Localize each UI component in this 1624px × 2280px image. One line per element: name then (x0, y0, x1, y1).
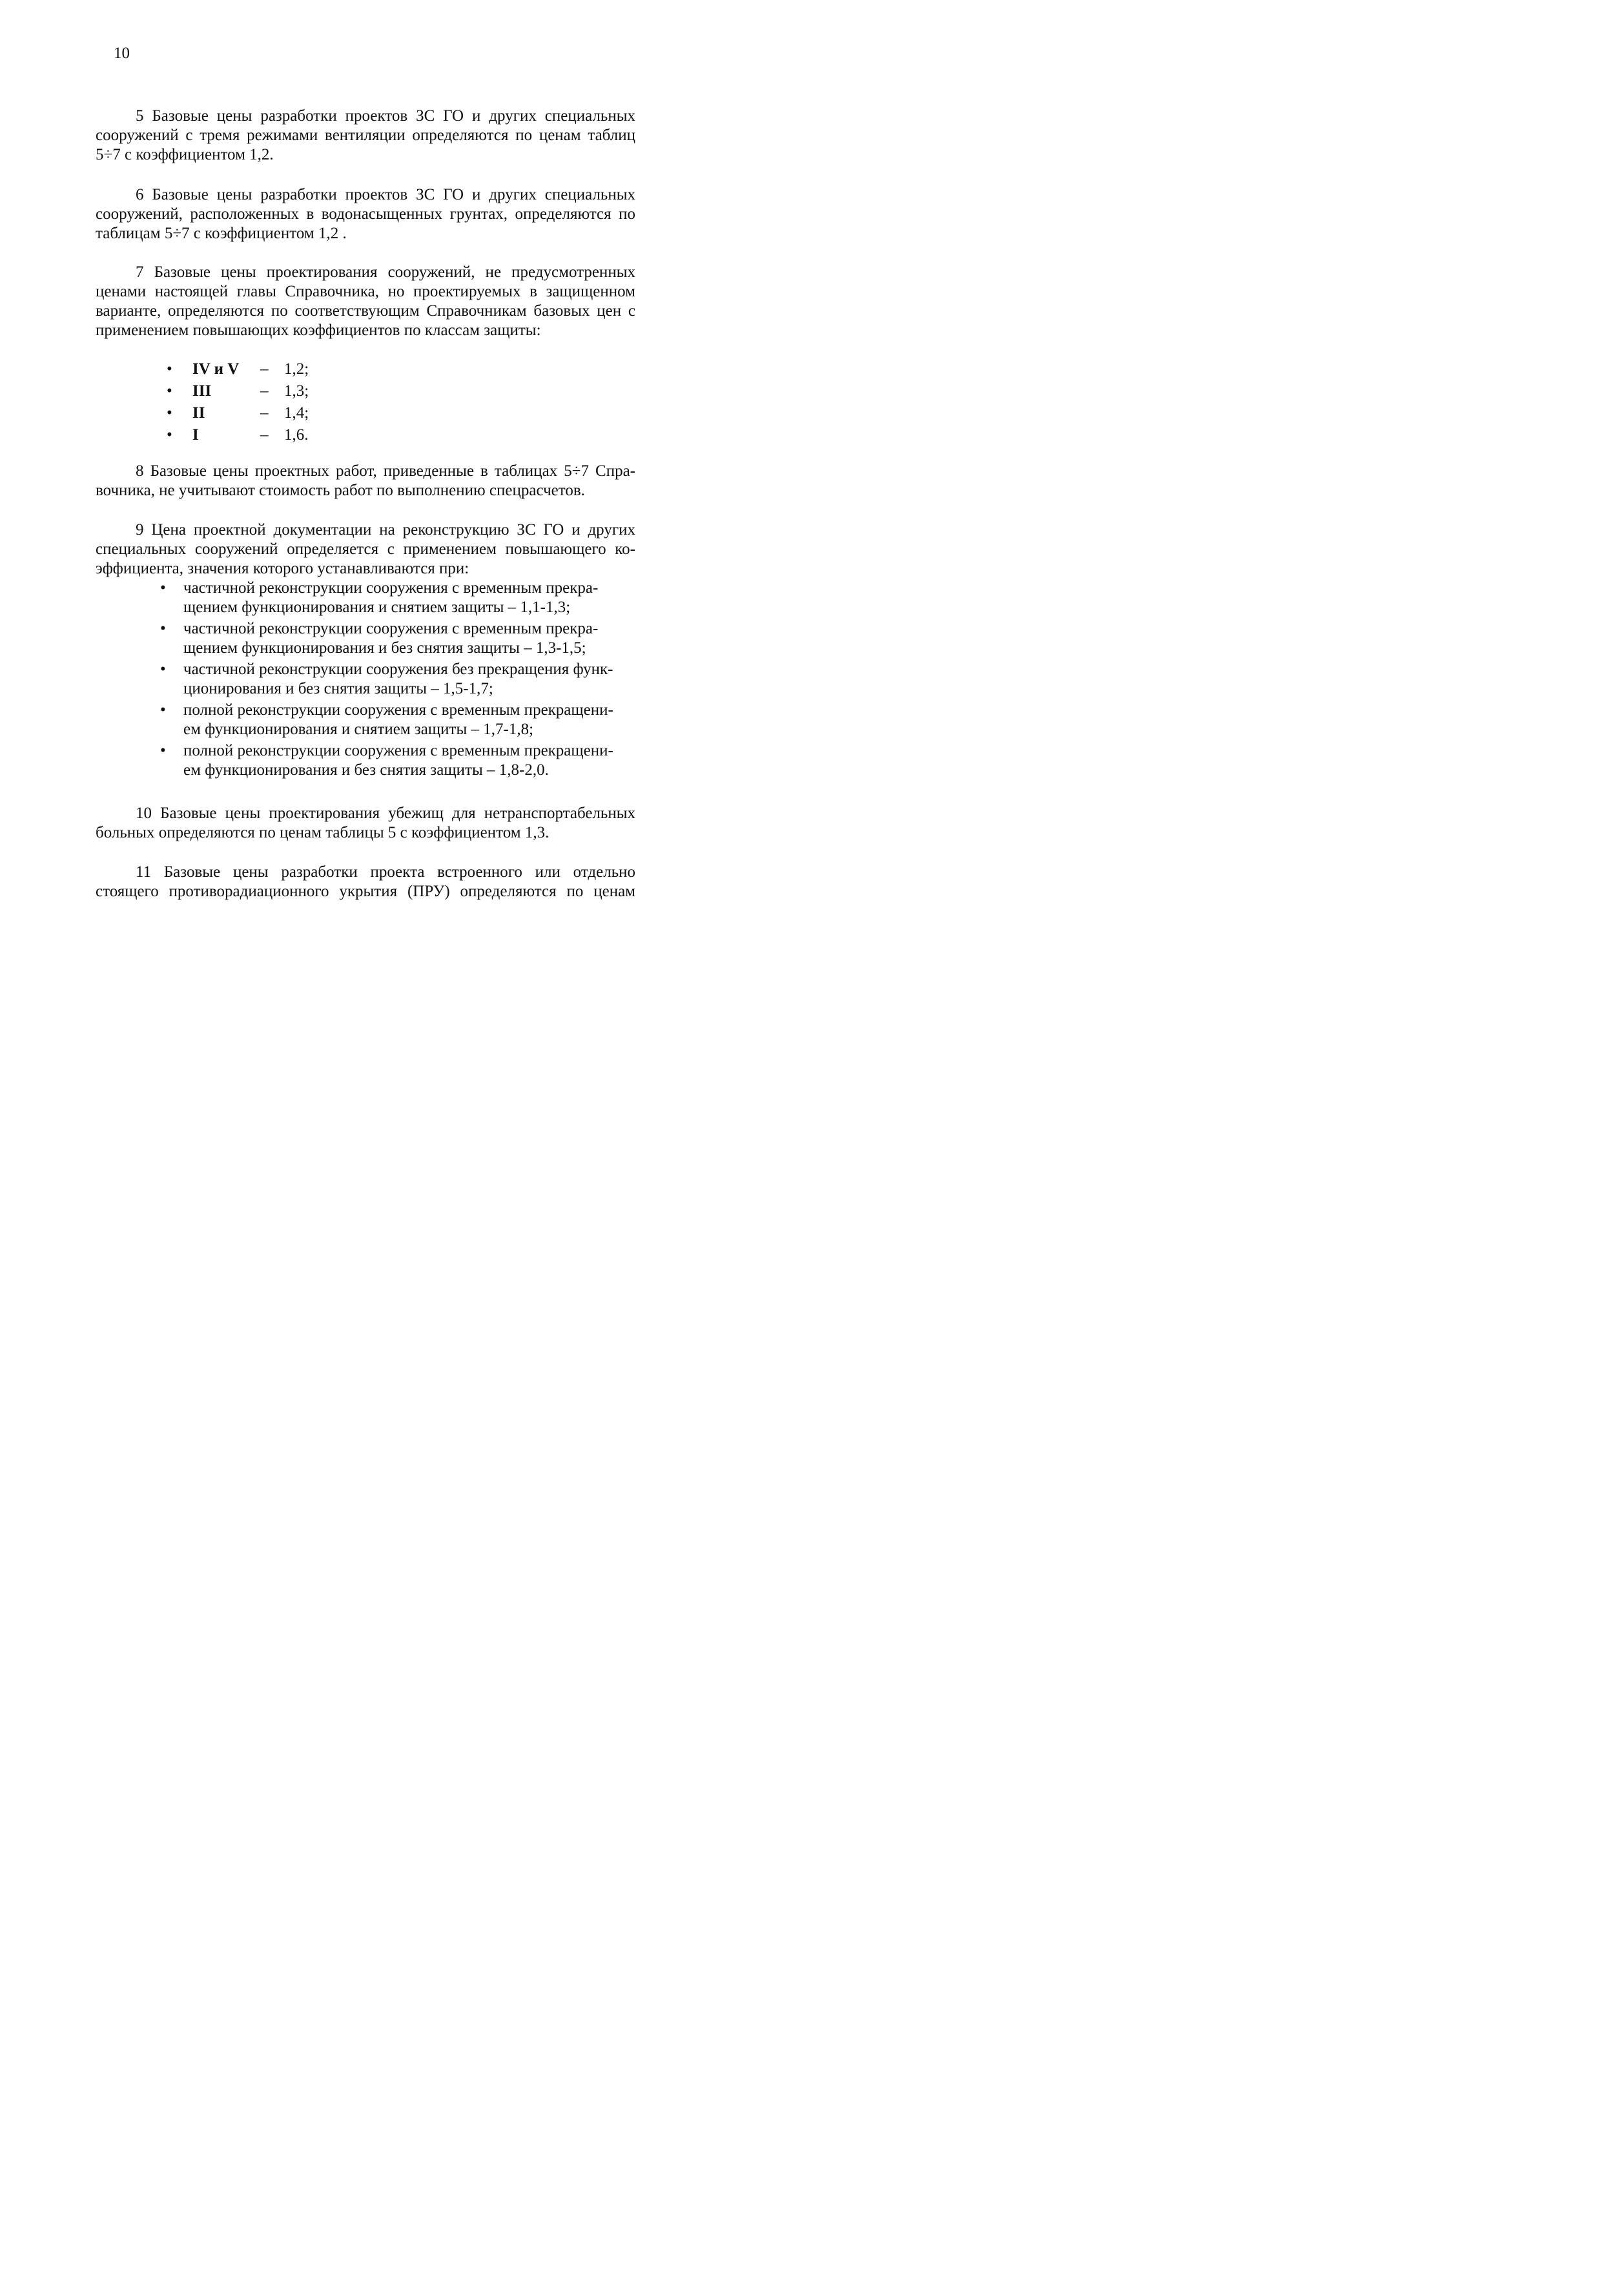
dash: – (260, 360, 269, 378)
paragraph-6 (96, 185, 635, 243)
protection-class-item (167, 358, 360, 380)
bullet-icon: • (160, 661, 166, 678)
reconstruction-case-item (160, 579, 635, 617)
paragraph-line: вочника, не учитывают стоимость работ по выполнению спецрасчетов. (96, 482, 585, 499)
reconstruction-case-item (160, 619, 635, 658)
bullet-icon: • (167, 404, 172, 422)
paragraph-line: 7 Базовые цены проектирования сооружений, не предусмотренных (136, 263, 635, 281)
case-line: щением функционирования и без снятия защиты – 1,3-1,5; (183, 639, 586, 657)
paragraph-line: 6 Базовые цены разработки проектов ЗС ГО и других специальных (136, 186, 635, 203)
paragraph-line: варианте, определяются по соответствующим Справочникам базовых цен с (96, 302, 635, 320)
paragraph-line: применением повышающих коэффициентов по классам защиты: (96, 322, 541, 339)
dash: – (260, 382, 269, 400)
reconstruction-case-list (160, 579, 635, 782)
paragraph-line: больных определяются по ценам таблицы 5 с коэффициентом 1,3. (96, 824, 550, 841)
paragraph-7 (96, 263, 635, 340)
protection-class-item (167, 402, 360, 424)
case-line: ем функционирования и без снятия защиты – 1,8-2,0. (183, 761, 549, 779)
bullet-icon: • (160, 701, 166, 719)
case-line: щением функционирования и снятием защиты – 1,1-1,3; (183, 599, 571, 616)
paragraph-line: 10 Базовые цены проектирования убежищ для нетранспортабельных (136, 805, 635, 822)
protection-class-item (167, 380, 360, 402)
protection-class-item (167, 424, 360, 446)
reconstruction-case-item (160, 701, 635, 739)
paragraph-11 (96, 863, 635, 901)
case-line: ционирования и без снятия защиты – 1,5-1,7; (183, 680, 493, 697)
paragraph-9 (96, 520, 635, 579)
bullet-icon: • (160, 742, 166, 759)
paragraph-line: таблицам 5÷7 с коэффициентом 1,2 . (96, 225, 347, 242)
paragraph-line: сооружений с тремя режимами вентиляции определяются по ценам таблиц (96, 127, 635, 144)
paragraph-8 (96, 462, 635, 500)
bullet-icon: • (160, 620, 166, 637)
paragraph-line: стоящего противорадиационного укрытия (ПРУ) определяются по ценам (96, 883, 635, 900)
paragraph-line: эффициента, значения которого устанавливаются при: (96, 560, 469, 577)
paragraph-line: 11 Базовые цены разработки проекта встроенного или отдельно (136, 863, 635, 881)
case-line: полной реконструкции сооружения с временным прекращени- (183, 742, 613, 759)
bullet-icon: • (167, 426, 172, 444)
dash: – (260, 426, 269, 444)
paragraph-line: 5 Базовые цены разработки проектов ЗС ГО и других специальных (136, 107, 635, 125)
paragraph-line: 5÷7 с коэффициентом 1,2. (96, 146, 274, 163)
dash: – (260, 404, 269, 422)
reconstruction-case-item (160, 741, 635, 780)
protection-class: IV и V (192, 360, 240, 378)
paragraph-line: ценами настоящей главы Справочника, но проектируемых в защищенном (96, 283, 635, 300)
paragraph-10 (96, 804, 635, 843)
page-number: 10 (114, 45, 130, 62)
paragraph-5 (96, 107, 635, 165)
protection-class: III (192, 382, 212, 400)
paragraph-line: 9 Цена проектной документации на реконструкцию ЗС ГО и других (136, 521, 635, 539)
coefficient: 1,6. (284, 426, 309, 444)
bullet-icon: • (167, 360, 172, 378)
case-line: частичной реконструкции сооружения без прекращения функ- (183, 661, 613, 678)
document-page (0, 0, 714, 1002)
paragraph-line: сооружений, расположенных в водонасыщенных грунтах, определяются по (96, 205, 635, 223)
paragraph-line: 8 Базовые цены проектных работ, приведенные в таблицах 5÷7 Спра- (136, 462, 635, 480)
bullet-icon: • (160, 579, 166, 597)
protection-class: II (192, 404, 205, 422)
protection-class-list (167, 358, 360, 446)
case-line: ем функционирования и снятием защиты – 1,7-1,8; (183, 721, 534, 738)
coefficient: 1,3; (284, 382, 309, 400)
case-line: частичной реконструкции сооружения с временным прекра- (183, 620, 599, 637)
coefficient: 1,2; (284, 360, 309, 378)
reconstruction-case-item (160, 660, 635, 699)
case-line: полной реконструкции сооружения с временным прекращени- (183, 701, 613, 719)
case-line: частичной реконструкции сооружения с временным прекра- (183, 579, 599, 597)
paragraph-line: специальных сооружений определяется с применением повышающего ко- (96, 540, 635, 558)
coefficient: 1,4; (284, 404, 309, 422)
protection-class: I (192, 426, 199, 444)
bullet-icon: • (167, 382, 172, 400)
